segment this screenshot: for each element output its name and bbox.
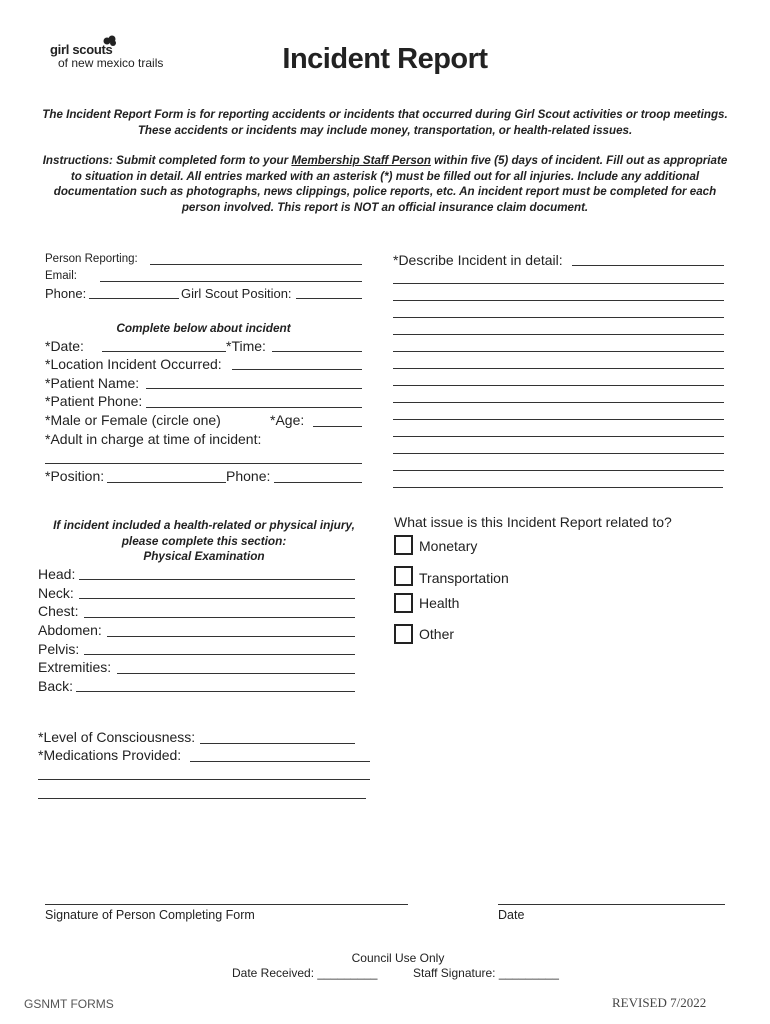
instructions-text — [40, 153, 730, 215]
health-checkbox[interactable] — [394, 593, 413, 613]
date-received: Date Received: _________ — [232, 966, 378, 980]
neck-field[interactable] — [79, 598, 355, 599]
position-field[interactable] — [107, 482, 226, 483]
physical-heading-line3: Physical Examination — [143, 549, 265, 563]
logo-text-council: of new mexico trails — [58, 56, 164, 70]
back-field[interactable] — [76, 691, 355, 692]
describe-line[interactable] — [393, 334, 724, 335]
adult-label: *Adult in charge at time of incident: — [45, 431, 262, 447]
describe-line[interactable] — [393, 419, 724, 420]
page-title: Incident Report — [282, 43, 488, 75]
transportation-checkbox[interactable] — [394, 566, 413, 586]
other-checkbox[interactable] — [394, 624, 413, 644]
staff-signature: Staff Signature: _________ — [413, 966, 559, 980]
age-field[interactable] — [313, 426, 362, 427]
pelvis-field[interactable] — [84, 654, 355, 655]
neck-label: Neck: — [38, 585, 74, 601]
head-field[interactable] — [79, 579, 355, 580]
logo-text-girl-scouts: girl scouts — [50, 42, 113, 57]
describe-line[interactable] — [393, 368, 724, 369]
instructions-label: Instructions: — [42, 154, 113, 167]
monetary-label: Monetary — [419, 538, 478, 554]
location-field[interactable] — [232, 369, 362, 370]
footer-left: GSNMT FORMS — [24, 997, 114, 1011]
patient-name-field[interactable] — [146, 388, 362, 389]
adult-field[interactable] — [45, 463, 362, 464]
patient-name-label: *Patient Name: — [45, 375, 140, 391]
email-label: Email: — [45, 270, 77, 282]
describe-line[interactable] — [393, 436, 724, 437]
person-reporting-label: Person Reporting: — [45, 253, 138, 265]
gs-position-field[interactable] — [296, 298, 362, 299]
head-label: Head: — [38, 566, 76, 582]
describe-line[interactable] — [393, 283, 724, 284]
medications-label: *Medications Provided: — [38, 747, 182, 763]
physical-heading-line2: please complete this section: — [121, 533, 287, 548]
phone-field[interactable] — [89, 298, 179, 299]
describe-line[interactable] — [393, 487, 723, 488]
about-phone-label: Phone: — [226, 468, 271, 484]
medications-line[interactable] — [38, 798, 366, 799]
medications-field[interactable] — [190, 761, 370, 762]
time-label: *Time: — [226, 338, 266, 354]
abdomen-label: Abdomen: — [38, 622, 102, 638]
describe-line[interactable] — [393, 470, 724, 471]
date-field[interactable] — [102, 351, 226, 352]
intro-text: The Incident Report Form is for reporting accidents or incidents that occurred during Girl Scout activities or troop meetings. These accidents or incidents may include money, transportation, or health-related issues. — [42, 108, 728, 137]
physical-heading-line1: If incident included a health-related or physical injury, — [53, 518, 355, 532]
gs-position-label: Girl Scout Position: — [181, 286, 292, 301]
location-label: *Location Incident Occurred: — [45, 356, 222, 372]
position-label: *Position: — [45, 468, 105, 484]
footer-revised: REVISED 7/2022 — [612, 995, 707, 1010]
patient-phone-field[interactable] — [146, 407, 362, 408]
other-label: Other — [419, 626, 455, 642]
back-label: Back: — [38, 678, 74, 694]
date-signature-line[interactable] — [498, 904, 725, 905]
phone-label: Phone: — [45, 286, 87, 301]
extremities-field[interactable] — [117, 673, 355, 674]
describe-line[interactable] — [393, 300, 724, 301]
consciousness-label: *Level of Consciousness: — [38, 729, 196, 745]
instructions-before: Submit completed form to your — [112, 154, 292, 167]
describe-line[interactable] — [393, 402, 724, 403]
person-reporting-field[interactable] — [150, 264, 362, 265]
describe-line[interactable] — [393, 453, 724, 454]
consciousness-field[interactable] — [200, 743, 355, 744]
describe-label: *Describe Incident in detail: — [393, 252, 563, 268]
issue-question: What issue is this Incident Report related to? — [394, 514, 672, 530]
signature-line[interactable] — [45, 904, 408, 905]
about-heading: Complete below about incident — [116, 321, 291, 335]
signature-label: Signature of Person Completing Form — [45, 908, 255, 922]
council-use-heading: Council Use Only — [351, 951, 445, 965]
email-field[interactable] — [100, 281, 362, 282]
describe-line[interactable] — [572, 265, 724, 266]
monetary-checkbox[interactable] — [394, 535, 413, 555]
describe-line[interactable] — [393, 351, 724, 352]
extremities-label: Extremities: — [38, 659, 112, 675]
transportation-label: Transportation — [419, 570, 509, 586]
describe-line[interactable] — [393, 317, 724, 318]
sex-label: *Male or Female (circle one) — [45, 412, 221, 428]
date-signature-label: Date — [498, 908, 525, 922]
instructions-after: within five (5) days of incident. Fill out as appropriate to situation in detail. All entries marked with an asterisk (*) must be filled out for all injuries. Include any additional documentation such as photographs, news clippings, police reports, etc. An incident report must be completed for each person involved. This report is NOT an official insurance claim document. — [53, 154, 728, 214]
about-phone-field[interactable] — [274, 482, 362, 483]
medications-line[interactable] — [38, 779, 370, 780]
describe-line[interactable] — [393, 385, 724, 386]
time-field[interactable] — [272, 351, 362, 352]
membership-staff-link[interactable]: Membership Staff Person — [291, 154, 431, 167]
health-label: Health — [419, 595, 460, 611]
age-label: *Age: — [270, 412, 305, 428]
patient-phone-label: *Patient Phone: — [45, 393, 143, 409]
chest-label: Chest: — [38, 603, 79, 619]
date-label: *Date: — [45, 338, 84, 354]
physical-heading — [38, 518, 370, 565]
pelvis-label: Pelvis: — [38, 641, 80, 657]
abdomen-field[interactable] — [107, 636, 355, 637]
chest-field[interactable] — [84, 617, 355, 618]
